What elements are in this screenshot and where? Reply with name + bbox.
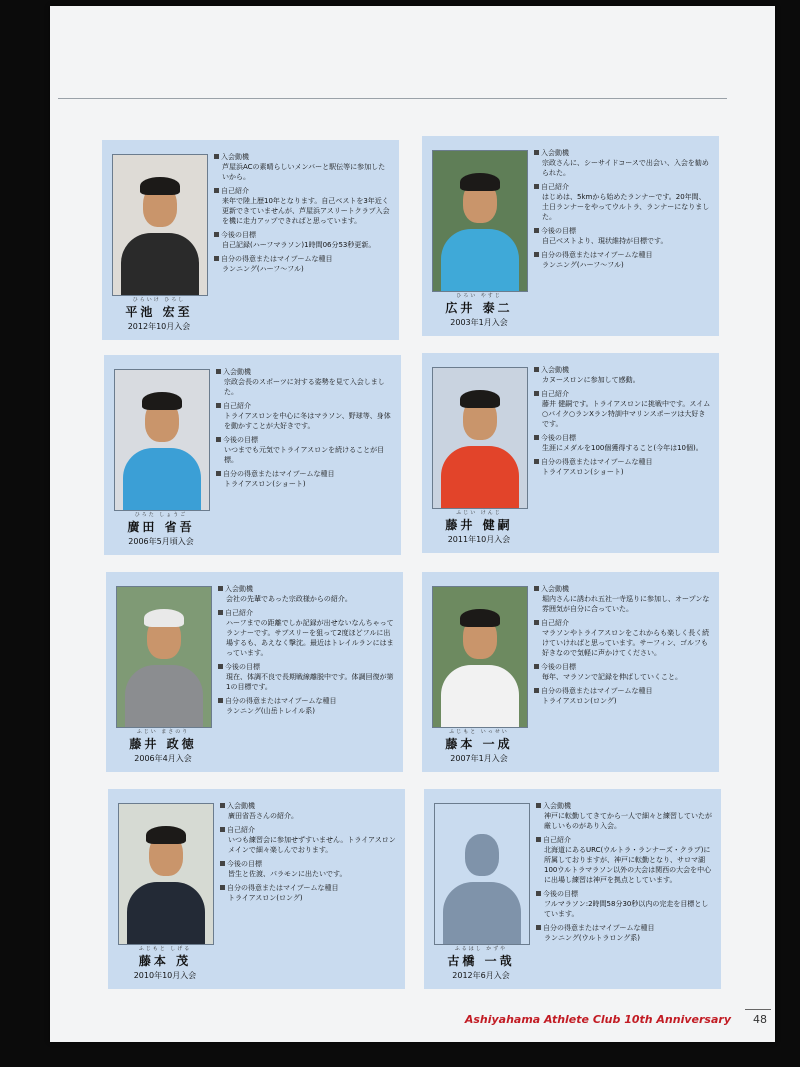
member-profile xyxy=(536,801,714,945)
bullet-square-icon xyxy=(214,232,219,237)
page-number: 48 xyxy=(753,1013,767,1026)
member-furigana: ひろた しょうご xyxy=(134,512,188,518)
member-profile xyxy=(218,584,396,718)
motive-heading: 入会動機 xyxy=(218,584,396,594)
event-heading: 自分の得意またはマイブームな種目 xyxy=(214,254,392,264)
intro-heading: 自己紹介 xyxy=(534,389,712,399)
member-joined-date: 2012年10月入会 xyxy=(127,322,191,331)
bullet-square-icon xyxy=(218,698,223,703)
member-furigana: ふるはし かずや xyxy=(454,946,508,952)
event-text: トライアスロン(ショート) xyxy=(542,468,624,476)
photo-hair xyxy=(460,609,500,627)
member-joined-date: 2006年5月頃入会 xyxy=(128,537,194,546)
member-card xyxy=(422,572,719,772)
bullet-square-icon xyxy=(534,150,539,155)
photo-body xyxy=(441,229,519,292)
bullet-square-icon xyxy=(534,664,539,669)
page-number-rule xyxy=(745,1009,771,1010)
member-card xyxy=(108,789,405,989)
member-card xyxy=(104,355,401,555)
bullet-square-icon xyxy=(218,586,223,591)
motive-heading: 入会動機 xyxy=(534,365,712,375)
bullet-square-icon xyxy=(534,391,539,396)
event-heading: 自分の得意またはマイブームな種目 xyxy=(534,250,712,260)
goal-heading: 今後の目標 xyxy=(216,435,394,445)
intro-heading: 自己紹介 xyxy=(534,182,712,192)
goal-text: 現在、体調不良で長期戦線離脱中です。体調回復が第1の目標です。 xyxy=(226,673,394,691)
member-furigana: ひろい やすじ xyxy=(456,293,502,299)
goal-text: フルマラソン:2時間58分30秒以内の完走を目標としています。 xyxy=(544,900,709,918)
photo-hair xyxy=(460,390,500,408)
photo-body xyxy=(121,233,199,296)
motive-text: 神戸に転勤してきてから一人で細々と練習していたが厳しいものがあり入会。 xyxy=(544,812,712,830)
event-heading: 自分の得意またはマイブームな種目 xyxy=(534,457,712,467)
bullet-square-icon xyxy=(216,369,221,374)
motive-text: 宗政会長のスポーツに対する姿勢を見て入会しました。 xyxy=(224,378,385,396)
event-text: トライアスロン(ロング) xyxy=(542,697,617,705)
goal-heading: 今後の目標 xyxy=(214,230,392,240)
goal-heading: 今後の目標 xyxy=(220,859,398,869)
member-profile xyxy=(220,801,398,905)
member-photo xyxy=(432,586,528,728)
motive-heading: 入会動機 xyxy=(536,801,714,811)
motive-heading: 入会動機 xyxy=(214,152,392,162)
event-text: ランニング(ハーフ〜フル) xyxy=(222,265,304,273)
bullet-square-icon xyxy=(534,586,539,591)
photo-hair xyxy=(140,177,180,195)
member-photo xyxy=(432,150,528,292)
bullet-square-icon xyxy=(534,228,539,233)
member-photo xyxy=(112,154,208,296)
bullet-square-icon xyxy=(534,688,539,693)
bullet-square-icon xyxy=(536,925,541,930)
event-heading: 自分の得意またはマイブームな種目 xyxy=(216,469,394,479)
event-heading: 自分の得意またはマイブームな種目 xyxy=(534,686,712,696)
bullet-square-icon xyxy=(534,620,539,625)
intro-text: 来年で陸上歴10年となります。自己ベストを3年近く更新できていませんが、芦屋浜アスリートクラブ入会を機に走力アップできればと思っています。 xyxy=(222,197,390,225)
header-rule xyxy=(58,98,727,99)
member-profile xyxy=(534,365,712,479)
bullet-square-icon xyxy=(534,459,539,464)
photo-body xyxy=(443,882,521,945)
bullet-square-icon xyxy=(218,610,223,615)
motive-text: 堀内さんに誘われ五社一寺巡りに参加し、オープンな雰囲気が自分に合っていた。 xyxy=(542,595,710,613)
photo-hair xyxy=(142,392,182,410)
member-furigana: ひらいけ ひろし xyxy=(132,297,186,303)
photo-body xyxy=(123,448,201,511)
bullet-square-icon xyxy=(216,471,221,476)
bullet-square-icon xyxy=(220,861,225,866)
motive-heading: 入会動機 xyxy=(216,367,394,377)
event-heading: 自分の得意またはマイブームな種目 xyxy=(220,883,398,893)
bullet-square-icon xyxy=(220,803,225,808)
photo-body xyxy=(127,882,205,945)
event-text: ランニング(山岳トレイル系) xyxy=(226,707,315,715)
bullet-square-icon xyxy=(218,664,223,669)
member-profile xyxy=(534,148,712,272)
intro-text: ハーフまでの距離でしか記録が出せないなんちゃってランナーです。サブスリーを狙って2度ほどフルに出場するも、あえなく撃沈。最近はトレイルランにはまっています。 xyxy=(226,619,394,657)
footer-title: Ashiyahama Athlete Club 10th Anniversary xyxy=(464,1013,731,1026)
member-photo xyxy=(118,803,214,945)
member-furigana: ふじい けんじ xyxy=(456,510,502,516)
goal-heading: 今後の目標 xyxy=(534,226,712,236)
bullet-square-icon xyxy=(534,184,539,189)
intro-text: はじめは、5kmから始めたランナーです。20年間、土日ランナーをやってウルトラ、ランナーになりました。 xyxy=(542,193,710,221)
goal-heading: 今後の目標 xyxy=(536,889,714,899)
member-name: 藤井 政徳 xyxy=(129,737,197,751)
event-text: ランニング(ウルトラロング系) xyxy=(544,934,640,942)
member-furigana: ふじもと いっせい xyxy=(449,729,509,735)
goal-heading: 今後の目標 xyxy=(534,662,712,672)
photo-hair xyxy=(460,173,500,191)
member-card xyxy=(102,140,399,340)
event-text: トライアスロン(ショート) xyxy=(224,480,306,488)
member-furigana: ふじもと しげる xyxy=(138,946,192,952)
document-page xyxy=(50,6,775,1042)
motive-text: 廣田省吾さんの紹介。 xyxy=(228,812,298,820)
member-photo xyxy=(432,367,528,509)
goal-text: 生涯にメダルを100個獲得すること(今年は10個)。 xyxy=(542,444,703,452)
bullet-square-icon xyxy=(220,827,225,832)
motive-text: 芦屋浜ACの素晴らしいメンバーと駅伝等に参加したいから。 xyxy=(222,163,386,181)
intro-heading: 自己紹介 xyxy=(536,835,714,845)
member-photo xyxy=(116,586,212,728)
photo-body xyxy=(441,446,519,509)
bullet-square-icon xyxy=(536,837,541,842)
motive-text: カヌースロンに参加して感動。 xyxy=(542,376,640,384)
member-name: 古橋 一哉 xyxy=(447,954,515,968)
goal-text: 皆生と佐渡、パラモンに出たいです。 xyxy=(228,870,347,878)
bullet-square-icon xyxy=(214,154,219,159)
bullet-square-icon xyxy=(534,367,539,372)
member-name: 藤本 一成 xyxy=(445,737,513,751)
motive-heading: 入会動機 xyxy=(534,584,712,594)
member-name: 広井 泰二 xyxy=(445,301,513,315)
intro-heading: 自己紹介 xyxy=(216,401,394,411)
intro-heading: 自己紹介 xyxy=(214,186,392,196)
member-profile xyxy=(534,584,712,708)
motive-heading: 入会動機 xyxy=(220,801,398,811)
photo-hair xyxy=(146,826,186,844)
member-name: 藤本 茂 xyxy=(138,954,192,968)
event-text: ランニング(ハーフ〜フル) xyxy=(542,261,624,269)
member-card xyxy=(422,136,719,336)
event-text: トライアスロン(ロング) xyxy=(228,894,303,902)
member-joined-date: 2007年1月入会 xyxy=(450,754,508,763)
member-joined-date: 2003年1月入会 xyxy=(450,318,508,327)
member-profile xyxy=(214,152,392,276)
member-joined-date: 2010年10月入会 xyxy=(133,971,197,980)
bullet-square-icon xyxy=(214,256,219,261)
intro-text: いつも練習会に参加せずすいません。トライアスロンメインで細々楽しんでおります。 xyxy=(228,836,396,854)
member-name: 藤井 健嗣 xyxy=(445,518,513,532)
motive-text: 会社の先輩であった宗政様からの紹介。 xyxy=(226,595,352,603)
goal-text: いつまでも元気でトライアスロンを続けることが目標。 xyxy=(224,446,385,464)
member-joined-date: 2006年4月入会 xyxy=(134,754,192,763)
bullet-square-icon xyxy=(214,188,219,193)
photo-body xyxy=(125,665,203,728)
member-name: 平池 宏至 xyxy=(125,305,193,319)
bullet-square-icon xyxy=(536,803,541,808)
photo-hair xyxy=(144,609,184,627)
goal-heading: 今後の目標 xyxy=(534,433,712,443)
intro-text: マラソンやトライアスロンをこれからも楽しく長く続けていければと思っています。サーフィン、ゴルフも好きなので気軽に声かけてください。 xyxy=(542,629,710,657)
goal-text: 自己記録(ハーフマラソン)1時間06分53秒更新。 xyxy=(222,241,376,249)
intro-heading: 自己紹介 xyxy=(534,618,712,628)
member-joined-date: 2012年6月入会 xyxy=(452,971,510,980)
intro-heading: 自己紹介 xyxy=(220,825,398,835)
member-card xyxy=(106,572,403,772)
event-heading: 自分の得意またはマイブームな種目 xyxy=(536,923,714,933)
event-heading: 自分の得意またはマイブームな種目 xyxy=(218,696,396,706)
photo-body xyxy=(441,665,519,728)
motive-text: 宗政さんに、シーサイドコースで出会い、入会を勧められた。 xyxy=(542,159,709,177)
bullet-square-icon xyxy=(216,403,221,408)
goal-heading: 今後の目標 xyxy=(218,662,396,672)
intro-text: 藤井 健嗣です。トライアスロンに挑戦中です。スイム○バイク○ランXラン特訓中マリンスポーツは大好きです。 xyxy=(542,400,711,428)
bullet-square-icon xyxy=(216,437,221,442)
member-card xyxy=(424,789,721,989)
member-photo xyxy=(114,369,210,511)
member-card xyxy=(422,353,719,553)
bullet-square-icon xyxy=(536,891,541,896)
bullet-square-icon xyxy=(534,252,539,257)
intro-text: トライアスロンを中心に冬はマラソン、野球等、身体を動かすことが大好きです。 xyxy=(224,412,391,430)
member-furigana: ふじい まさのり xyxy=(136,729,190,735)
member-photo xyxy=(434,803,530,945)
member-name: 廣田 省吾 xyxy=(127,520,195,534)
intro-heading: 自己紹介 xyxy=(218,608,396,618)
bullet-square-icon xyxy=(534,435,539,440)
intro-text: 北海道にあるURC(ウルトラ・ランナーズ・クラブ)に所属しておりますが、神戸に転勤となり、サロマ湖100ウルトラマラソン以外の大会は関西の大会を中心に出場し練習は神戸を拠点としています。 xyxy=(544,846,712,884)
bullet-square-icon xyxy=(220,885,225,890)
photo-head xyxy=(465,834,499,876)
member-joined-date: 2011年10月入会 xyxy=(447,535,511,544)
goal-text: 自己ベストより、現状維持が目標です。 xyxy=(542,237,668,245)
motive-heading: 入会動機 xyxy=(534,148,712,158)
member-profile xyxy=(216,367,394,491)
goal-text: 毎年、マラソンで記録を伸ばしていくこと。 xyxy=(542,673,682,681)
